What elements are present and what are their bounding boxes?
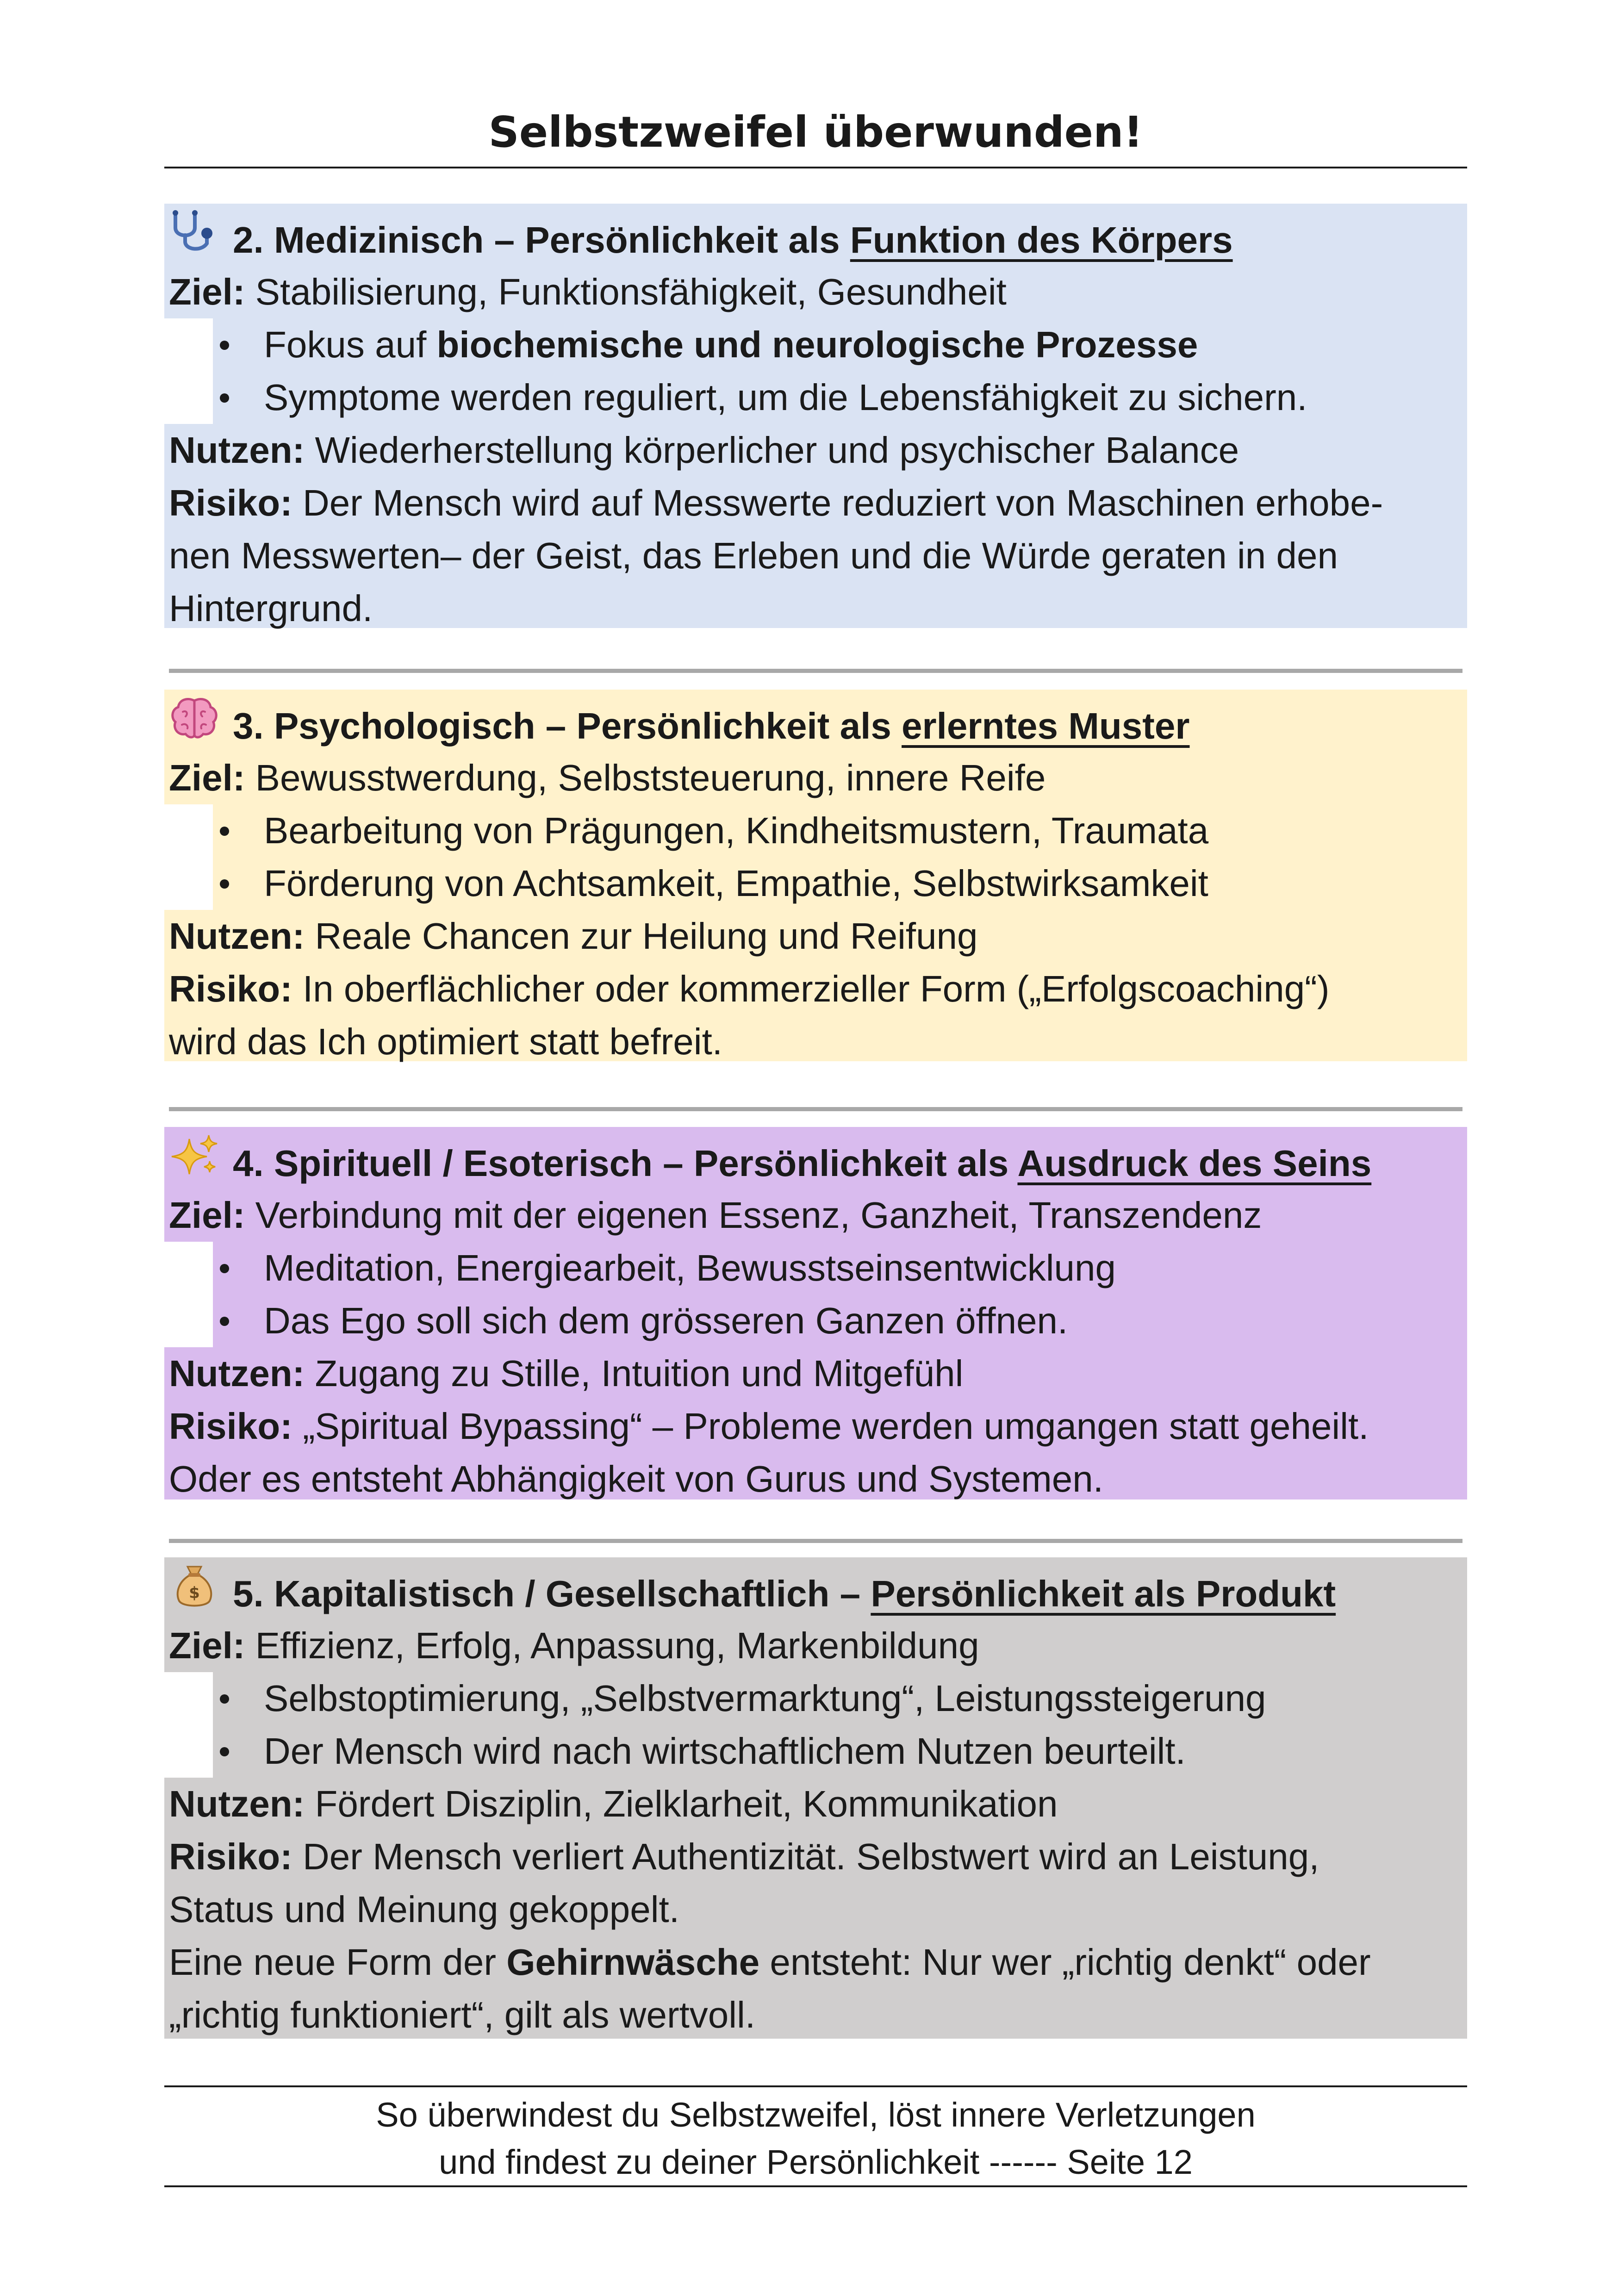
bullet-dot [220,827,229,836]
list-item: Meditation, Energiearbeit, Bewusstseinsentwicklung [164,1242,1462,1294]
risiko-line: Hintergrund. [169,588,373,629]
list-item: Selbstoptimierung, „Selbstvermarktung“, Leistungssteigerung [164,1672,1462,1725]
ziel-line: Ziel: Verbindung mit der eigenen Essenz, Ganzheit, Transzendenz [169,1195,1262,1236]
ziel-line: Ziel: Effizienz, Erfolg, Anpassung, Markenbildung [169,1625,979,1666]
bullet-dot [220,1747,229,1756]
list-item: Der Mensch wird nach wirtschaftlichem Nutzen beurteilt. [164,1725,1462,1778]
page-title: Selbstzweifel überwunden! [488,107,1143,157]
svg-text:$: $ [189,1584,200,1602]
section-divider [169,669,1462,673]
risiko-line: Risiko: In oberflächlicher oder kommerzieller Form („Erfolgscoaching“) [169,968,1330,1009]
risiko-line: Risiko: Der Mensch verliert Authentizität. Selbstwert wird an Leistung, [169,1836,1319,1877]
list-item: Förderung von Achtsamkeit, Empathie, Selbstwirksamkeit [164,857,1462,910]
list-item: Fokus auf biochemische und neurologische Prozesse [164,318,1462,371]
bullet-dot [220,879,229,889]
list-item: Das Ego soll sich dem grösseren Ganzen öffnen. [164,1294,1462,1347]
money-bag-icon [169,1563,220,1623]
risiko-line: nen Messwerten– der Geist, das Erleben und die Würde geraten in den [169,535,1338,576]
gehirnwaesche-line: Eine neue Form der Gehirnwäsche entsteht: Nur wer „richtig denkt“ oder [169,1941,1371,1983]
bullet-dot [220,1317,229,1326]
bullet-dot [220,1694,229,1704]
section-psychologisch [164,690,1467,1061]
title-rule [164,167,1467,168]
footer-rule-top [164,2085,1467,2087]
footer-line1: So überwindest du Selbstzweifel, löst innere Verletzungen [376,2096,1256,2134]
ziel-line: Ziel: Stabilisierung, Funktionsfähigkeit, Gesundheit [169,271,1007,312]
footer-rule-bottom [164,2185,1467,2187]
sparkles-icon [169,1132,220,1193]
nutzen-line: Nutzen: Fördert Disziplin, Zielklarheit, Kommunikation [169,1783,1058,1824]
risiko-line: Oder es entsteht Abhängigkeit von Gurus und Systemen. [169,1458,1103,1500]
ziel-line: Ziel: Bewusstwerdung, Selbststeuerung, innere Reife [169,757,1046,798]
list-item: Symptome werden reguliert, um die Lebensfähigkeit zu sichern. [164,371,1462,424]
section-heading: 4. Spirituell / Esoterisch – Persönlichkeit als Ausdruck des Seins [169,1136,1462,1196]
risiko-line: Risiko: Der Mensch wird auf Messwerte reduziert von Maschinen erhobe- [169,482,1383,523]
section-spirituell [164,1127,1467,1500]
nutzen-line: Nutzen: Zugang zu Stille, Intuition und Mitgefühl [169,1353,964,1394]
section-kapitalistisch [164,1557,1467,2039]
section-divider [169,1539,1462,1543]
bullet-dot [220,1264,229,1273]
section-medizinisch [164,204,1467,628]
gehirnwaesche-line: „richtig funktioniert“, gilt als wertvoll. [169,1994,756,2035]
section-heading: $ 5. Kapitalistisch / Gesellschaftlich – Persönlichkeit als Produkt [169,1567,1462,1627]
footer-line2: und findest zu deiner Persönlichkeit ------ Seite 12 [439,2143,1193,2181]
brain-icon [169,695,220,755]
risiko-line: Status und Meinung gekoppelt. [169,1889,680,1930]
section-divider [169,1107,1462,1111]
list-item: Bearbeitung von Prägungen, Kindheitsmustern, Traumata [164,804,1462,857]
section-heading: 2. Medizinisch – Persönlichkeit als Funktion des Körpers [169,213,1462,273]
bullet-dot [220,393,229,403]
bullet-dot [220,341,229,350]
risiko-line: wird das Ich optimiert statt befreit. [169,1021,723,1062]
nutzen-line: Nutzen: Wiederherstellung körperlicher und psychischer Balance [169,429,1239,471]
section-heading: 3. Psychologisch – Persönlichkeit als erlerntes Muster [169,699,1462,759]
stethoscope-icon [169,209,220,269]
nutzen-line: Nutzen: Reale Chancen zur Heilung und Reifung [169,915,978,957]
risiko-line: Risiko: „Spiritual Bypassing“ – Probleme werden umgangen statt geheilt. [169,1406,1369,1447]
